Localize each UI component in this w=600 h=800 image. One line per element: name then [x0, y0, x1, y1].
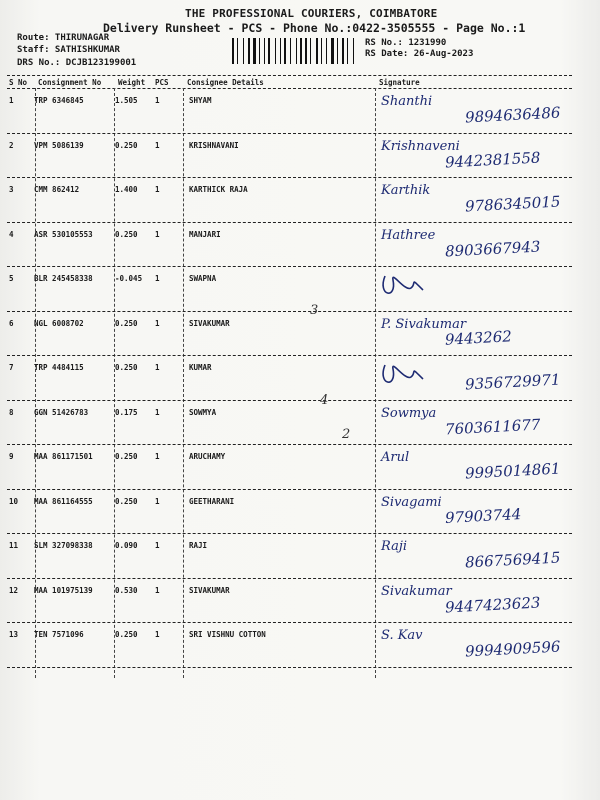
cell-consignment: SLM 327098338: [34, 541, 93, 550]
signature-cell: [375, 177, 575, 221]
cell-weight: 0.090: [115, 541, 138, 550]
cell-consignment: TRP 4484115: [34, 363, 84, 372]
signature-cell: [375, 533, 575, 577]
cell-consignee: SIVAKUMAR: [189, 318, 230, 328]
signature-phone: 9894636486: [464, 103, 561, 127]
cell-sno: 10: [9, 496, 19, 506]
signature-scribble: [375, 355, 435, 395]
signature-cell: [375, 88, 575, 132]
cell-pcs: 1: [155, 496, 160, 506]
cell-pcs: 1: [155, 541, 160, 550]
signature-cell: [375, 622, 575, 666]
signature-cell: [375, 400, 575, 444]
signature-name: Krishnaveni: [381, 138, 460, 154]
cell-weight: 0.250: [115, 318, 138, 328]
cell-consignee: MANJARI: [189, 229, 221, 239]
cell-weight: -0.045: [115, 274, 143, 283]
cell-sno: 1: [9, 96, 14, 105]
signature-name: Sowmya: [381, 405, 437, 421]
cell-weight: 0.250: [115, 496, 138, 506]
col-header-weight: Weight: [118, 78, 146, 87]
cell-sno: 12: [9, 585, 19, 595]
signature-phone: 9356729971: [464, 370, 561, 394]
cell-consignment: VPM 5086139: [34, 140, 84, 150]
cell-pcs: 1: [155, 585, 160, 595]
cell-sno: 6: [9, 318, 14, 328]
cell-consignee: SRI VISHNU COTTON: [189, 630, 266, 639]
cell-consignee: SWAPNA: [189, 274, 217, 283]
cell-consignee: ARUCHAMY: [189, 452, 226, 461]
cell-consignee: KRISHNAVANI: [189, 140, 239, 150]
route-label: Route: THIRUNAGAR: [17, 33, 110, 43]
signature-cell: [375, 266, 575, 310]
cell-weight: 0.250: [115, 229, 138, 239]
margin-note: 4: [320, 393, 329, 408]
signature-phone: 8667569415: [464, 548, 561, 572]
cell-sno: 5: [9, 274, 14, 283]
cell-sno: 2: [9, 140, 14, 150]
signature-cell: [375, 222, 575, 266]
signature-name: P. Sivakumar: [381, 316, 467, 332]
cell-consignee: GEETHARANI: [189, 496, 235, 506]
signature-cell: [375, 444, 575, 488]
company-title: THE PROFESSIONAL COURIERS, COIMBATORE: [185, 7, 438, 20]
signature-name: Karthik: [381, 183, 431, 198]
signature-phone: 9994909596: [464, 637, 561, 661]
cell-sno: 7: [9, 363, 14, 372]
cell-pcs: 1: [155, 185, 160, 194]
cell-sno: 9: [9, 452, 14, 461]
runsheet-title: Delivery Runsheet - PCS - Phone No.:0422-3505555 - Page No.:1: [103, 21, 526, 35]
cell-consignee: SIVAKUMAR: [189, 585, 230, 595]
cell-consignment: TRP 6346845: [34, 96, 84, 105]
cell-weight: 0.250: [115, 630, 138, 639]
cell-pcs: 1: [155, 407, 160, 417]
signature-cell: [375, 489, 575, 533]
cell-sno: 3: [9, 185, 14, 194]
signature-phone: 9447423623: [444, 593, 541, 616]
col-header-sno: S No: [9, 78, 28, 87]
signature-cell: [375, 355, 575, 399]
cell-sno: 4: [9, 229, 14, 239]
cell-consignee: RAJI: [189, 541, 208, 550]
cell-pcs: 1: [155, 140, 160, 150]
signature-name: S. Kav: [381, 628, 423, 643]
row-rule: [7, 667, 572, 668]
cell-pcs: 1: [155, 274, 160, 283]
col-header-signature: Signature: [379, 78, 420, 87]
signature-phone: 9443262: [444, 326, 513, 349]
signature-name: Hathree: [381, 227, 436, 243]
signature-phone: 9786345015: [464, 192, 561, 216]
signature-phone: 97903744: [444, 504, 522, 527]
margin-note: 3: [310, 303, 319, 318]
drs-number: DRS No.: DCJB123199001: [17, 58, 137, 68]
cell-consignment: BLR 245458338: [34, 274, 93, 283]
cell-pcs: 1: [155, 452, 160, 461]
signature-phone: 9995014861: [464, 459, 561, 483]
cell-pcs: 1: [155, 229, 160, 239]
cell-consignment: NGL 6008702: [34, 318, 84, 328]
cell-consignment: MAA 861171501: [34, 452, 93, 461]
signature-name: Arul: [381, 450, 410, 465]
cell-pcs: 1: [155, 318, 160, 328]
signature-phone: 8903667943: [444, 237, 541, 260]
signature-name: Sivakumar: [381, 583, 452, 599]
signature-name: Shanthi: [381, 94, 433, 109]
cell-weight: 0.530: [115, 585, 138, 595]
cell-consignee: SHYAM: [189, 96, 212, 105]
cell-consignee: SOWMYA: [189, 407, 217, 417]
cell-weight: 1.400: [115, 185, 138, 194]
cell-sno: 11: [9, 541, 19, 550]
col-header-consignee: Consignee Details: [187, 78, 264, 87]
table-top-rule: [7, 75, 572, 76]
cell-weight: 0.175: [115, 407, 138, 417]
cell-weight: 0.250: [115, 140, 138, 150]
signature-cell: [375, 578, 575, 622]
signature-scribble: [375, 266, 435, 306]
signature-cell: [375, 311, 575, 355]
signature-name: Sivagami: [381, 494, 442, 510]
cell-sno: 8: [9, 407, 14, 417]
cell-consignment: TEN 7571096: [34, 630, 84, 639]
rs-number: RS No.: 1231990: [365, 38, 447, 48]
cell-weight: 0.250: [115, 452, 138, 461]
cell-consignee: KUMAR: [189, 363, 212, 372]
cell-pcs: 1: [155, 363, 160, 372]
rs-date: RS Date: 26-Aug-2023: [365, 49, 474, 59]
signature-name: Raji: [381, 539, 408, 554]
cell-consignment: ASR 530105553: [34, 229, 93, 239]
col-header-pcs: PCS: [155, 78, 169, 87]
signature-phone: 9442381558: [444, 148, 541, 171]
cell-weight: 0.250: [115, 363, 138, 372]
barcode: [232, 38, 358, 64]
cell-pcs: 1: [155, 630, 160, 639]
cell-consignee: KARTHICK RAJA: [189, 185, 248, 194]
cell-consignment: CMM 862412: [34, 185, 80, 194]
cell-consignment: GGN 51426783: [34, 407, 89, 417]
cell-sno: 13: [9, 630, 19, 639]
signature-phone: 7603611677: [444, 415, 541, 438]
cell-pcs: 1: [155, 96, 160, 105]
cell-consignment: MAA 861164555: [34, 496, 93, 506]
cell-weight: 1.505: [115, 96, 138, 105]
margin-note: 2: [342, 427, 351, 442]
col-header-consignment: Consignment No: [38, 78, 102, 87]
signature-cell: [375, 133, 575, 177]
staff-label: Staff: SATHISHKUMAR: [17, 45, 120, 55]
cell-consignment: MAA 101975139: [34, 585, 93, 595]
